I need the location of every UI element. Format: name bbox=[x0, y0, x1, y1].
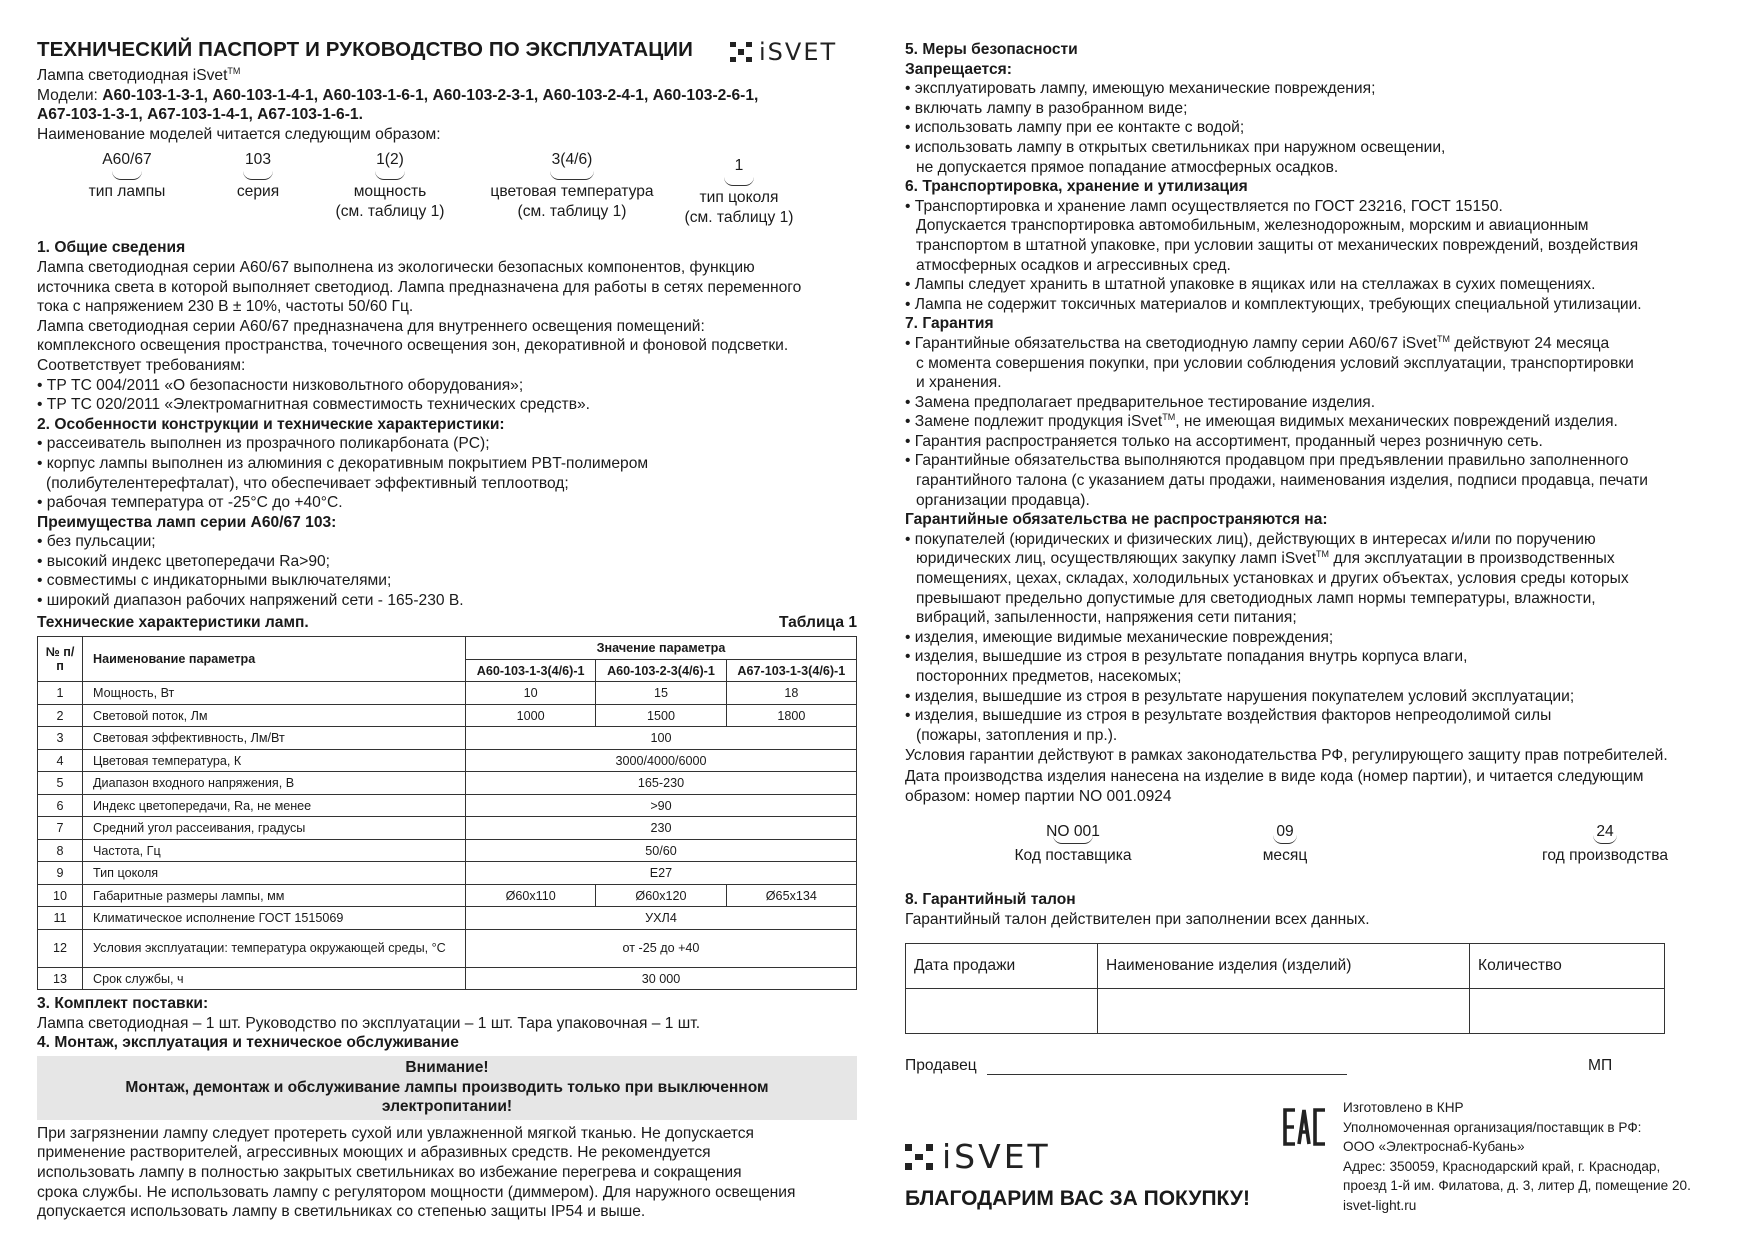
naming-intro: Наименование моделей читается следующим образом: bbox=[37, 125, 441, 143]
s7-line: организации продавца). bbox=[916, 491, 1090, 509]
s5-subtitle: Запрещается: bbox=[905, 60, 1012, 78]
website-link[interactable]: isvet-light.ru bbox=[1343, 1197, 1417, 1213]
isvet-logo-footer bbox=[905, 1137, 1051, 1176]
s2-line: • рабочая температура от -25°С до +40°С. bbox=[37, 494, 343, 512]
stamp-place-label: МП bbox=[1588, 1057, 1613, 1075]
table-row: 6 Индекс цветопередачи, Ra, не менее >90 bbox=[38, 794, 857, 817]
s3-text: Лампа светодиодная – 1 шт. Руководство по эксплуатации – 1 шт. Тара упаковочная – 1 шт. bbox=[37, 1014, 701, 1032]
exclusion-line: юридических лиц, осуществляющих закупку ламп iSvet™ для эксплуатации в производственных bbox=[916, 549, 1615, 568]
advantage-item: • широкий диапазон рабочих напряжений сети - 165-230 В. bbox=[37, 592, 464, 610]
advantage-item: • высокий индекс цветопередачи Ra>90; bbox=[37, 552, 330, 570]
isvet-logo bbox=[730, 40, 837, 64]
table-caption: Технические характеристики ламп. bbox=[37, 613, 309, 631]
table-row: 9 Тип цоколя E27 bbox=[38, 862, 857, 885]
lot-part: 24 год производства bbox=[1541, 823, 1668, 864]
section-6-title: 6. Транспортировка, хранение и утилизация bbox=[905, 178, 1248, 196]
product-name: Лампа светодиодная iSvet™ bbox=[37, 65, 241, 84]
header-model: А67-103-1-3(4/6)-1 bbox=[726, 659, 856, 682]
eac-mark-icon bbox=[1283, 1108, 1327, 1151]
maker-line: Уполномоченная организация/поставщик в РФ: bbox=[1343, 1119, 1642, 1135]
s5-line: • использовать лампу при ее контакте с водой; bbox=[905, 119, 1245, 137]
header-num: № п/п bbox=[38, 637, 83, 682]
coupon-header-qty: Количество bbox=[1470, 944, 1665, 989]
coupon-date-cell[interactable] bbox=[906, 989, 1098, 1034]
title-row bbox=[37, 36, 857, 66]
s6-line: • Лампа не содержит токсичных материалов и комплектующих, требующих специальной утилизации. bbox=[905, 295, 1642, 313]
s1-line: Лампа светодиодная серии А60/67 предназначена для внутреннего освещения помещений: bbox=[37, 317, 705, 335]
law-note: Условия гарантии действуют в рамках законодательства РФ, регулирующего защиту прав потребителей. bbox=[905, 747, 1668, 765]
footer bbox=[905, 1098, 1725, 1218]
s6-line: Допускается транспортировка автомобильным, железнодорожным, морским и авиационным bbox=[916, 217, 1589, 235]
seller-label: Продавец bbox=[905, 1057, 977, 1075]
exclusion-line: посторонних предметов, насекомых; bbox=[916, 668, 1182, 685]
coupon-item-cell[interactable] bbox=[1098, 989, 1470, 1034]
table-row: 3 Световая эффективность, Лм/Вт 100 bbox=[38, 727, 857, 750]
s6-line: транспортом в штатной упаковке, при условии защиты от механических повреждений, воздействия bbox=[916, 236, 1639, 254]
exclusion-line: • изделия, вышедшие из строя в результате нарушения покупателем условий эксплуатации; bbox=[905, 687, 1575, 705]
s5-line: • использовать лампу в открытых светильниках при наружном освещении, bbox=[905, 138, 1446, 156]
section-7-title: 7. Гарантия bbox=[905, 315, 994, 333]
s6-line: атмосферных осадков и агрессивных сред. bbox=[916, 256, 1231, 274]
naming-part: 103 серия bbox=[236, 151, 280, 200]
s7-line: • Замене подлежит продукция iSvet™, не имеющая видимых механических повреждений изделия. bbox=[905, 412, 1618, 431]
naming-part: 1(2) мощность (см. таблицу 1) bbox=[335, 151, 445, 220]
coupon-qty-cell[interactable] bbox=[1470, 989, 1665, 1034]
s1-line: • ТР ТС 004/2011 «О безопасности низковольтного оборудования»; bbox=[37, 376, 524, 394]
s1-line: • ТР ТС 020/2011 «Электромагнитная совместимость технических средств». bbox=[37, 396, 590, 414]
models-line-1: Модели: А60-103-1-3-1, А60-103-1-4-1, А60-103-1-6-1, А60-103-2-3-1, А60-103-2-4-1, А60-103-2-6-1, bbox=[37, 86, 759, 104]
warning-box: Внимание! Монтаж, демонтаж и обслуживание лампы производить только при выключенном электропитании! bbox=[37, 1056, 857, 1120]
header-model: А60-103-1-3(4/6)-1 bbox=[466, 659, 596, 682]
table-label: Таблица 1 bbox=[779, 613, 857, 631]
s7-line: • Гарантия распространяется только на ассортимент, проданный через розничную сеть. bbox=[905, 432, 1543, 450]
thanks-message: БЛАГОДАРИМ ВАС ЗА ПОКУПКУ! bbox=[905, 1187, 1250, 1210]
exclusion-line: помещениях, цехах, складах, холодильных установках и других объектах, условия среды которых bbox=[916, 570, 1629, 588]
exclusion-line: (пожары, затопления и пр.). bbox=[916, 726, 1118, 744]
section-4-title: 4. Монтаж, эксплуатация и техническое обслуживание bbox=[37, 1034, 459, 1052]
table-row: 7 Средний угол рассеивания, градусы 230 bbox=[38, 817, 857, 840]
lot-part: NO 001 Код поставщика bbox=[1014, 823, 1132, 864]
naming-part: 1 тип цоколя (см. таблицу 1) bbox=[684, 157, 794, 226]
coupon-note: Гарантийный талон действителен при заполнении всех данных. bbox=[905, 910, 1370, 928]
left-column bbox=[37, 36, 857, 1222]
right-column bbox=[905, 40, 1725, 1080]
table-caption-row bbox=[37, 613, 857, 633]
header-name: Наименование параметра bbox=[83, 637, 466, 682]
maker-line: Адрес: 350059, Краснодарский край, г. Краснодар, bbox=[1343, 1158, 1661, 1174]
table-row: 2 Световой поток, Лм 1000 1500 1800 bbox=[38, 704, 857, 727]
section-5-title: 5. Меры безопасности bbox=[905, 41, 1078, 58]
logo-text: iSVET bbox=[942, 1137, 1051, 1176]
section-1-title: 1. Общие сведения bbox=[37, 239, 186, 257]
s4-line: использовать лампу в полностью закрытых светильниках во избежание перегрева и сокращения bbox=[37, 1164, 742, 1181]
header-model: А60-103-2-3(4/6)-1 bbox=[596, 659, 726, 682]
s6-line: • Транспортировка и хранение ламп осуществляется по ГОСТ 23216, ГОСТ 15150. bbox=[905, 197, 1503, 215]
lot-part: 09 месяц bbox=[1262, 823, 1308, 864]
section-8-title: 8. Гарантийный талон bbox=[905, 891, 1076, 909]
s2-line: • корпус лампы выполнен из алюминия с декоративным покрытием PBT-полимером bbox=[37, 454, 649, 472]
warranty-coupon-table bbox=[905, 943, 1665, 1034]
table-row: 10 Габаритные размеры лампы, мм Ø60x110 Ø60x120 Ø65x134 bbox=[38, 884, 857, 907]
table-row: 8 Частота, Гц 50/60 bbox=[38, 839, 857, 862]
seller-row bbox=[905, 1056, 1725, 1080]
s4-line: При загрязнении лампу следует протереть сухой или увлажненной мягкой тканью. Не допускается bbox=[37, 1124, 754, 1142]
s2-line: • рассеиватель выполнен из прозрачного поликарбоната (PC); bbox=[37, 435, 490, 453]
s4-line: допускается использовать лампу в светильниках со степенью защиты IP54 и выше. bbox=[37, 1203, 646, 1221]
s1-line: тока с напряжением 230 В ± 10%, частоты 50/60 Гц. bbox=[37, 298, 414, 316]
maker-line: проезд 1-й им. Филатова, д. 3, литер Д, помещение 20. bbox=[1343, 1178, 1691, 1194]
logo-text: iSVET bbox=[759, 38, 838, 66]
exclusion-line: • изделия, вышедшие из строя в результате воздействия факторов непреодолимой силы bbox=[905, 707, 1552, 725]
naming-part: А60/67 тип лампы bbox=[88, 151, 166, 200]
s1-line: комплексного освещения пространства, точечного освещения зон, декоративной и фоновой подсветки. bbox=[37, 337, 789, 355]
exclusion-line: • изделия, имеющие видимые механические повреждения; bbox=[905, 628, 1334, 646]
maker-line: Изготовлено в КНР bbox=[1343, 1100, 1464, 1115]
advantage-item: • без пульсации; bbox=[37, 533, 156, 551]
coupon-header-item: Наименование изделия (изделий) bbox=[1098, 944, 1470, 989]
production-date-note: образом: номер партии NO 001.0924 bbox=[905, 787, 1172, 805]
s1-line: Лампа светодиодная серии А60/67 выполнена из экологически безопасных компонентов, функцию bbox=[37, 258, 755, 276]
s7-line: с момента совершения покупки, при условии соблюдения условий эксплуатации, транспортировки bbox=[916, 354, 1634, 372]
s2-line: (полибутелентерефталат), что обеспечивает эффективный теплоотвод; bbox=[46, 474, 569, 492]
s6-line: • Лампы следует хранить в штатной упаковке в ящиках или на стеллажах в сухих помещениях. bbox=[905, 276, 1596, 294]
s7-line: и хранения. bbox=[916, 374, 1002, 392]
maker-line: ООО «Электроснаб-Кубань» bbox=[1343, 1139, 1525, 1155]
s7-line: гарантийного талона (с указанием даты продажи, наименования изделия, подписи продавца, печати bbox=[916, 472, 1648, 490]
table-row: 13 Срок службы, ч 30 000 bbox=[38, 967, 857, 990]
s5-line: • эксплуатировать лампу, имеющую механические повреждения; bbox=[905, 80, 1376, 98]
section-2-title: 2. Особенности конструкции и технические характеристики: bbox=[37, 415, 505, 433]
s5-line: не допускается прямое попадание атмосферных осадков. bbox=[916, 158, 1339, 176]
s5-line: • включать лампу в разобранном виде; bbox=[905, 99, 1188, 117]
model-naming-decode bbox=[37, 150, 857, 238]
exclusion-line: • изделия, вышедшие из строя в результате попадания внутрь корпуса влаги, bbox=[905, 648, 1468, 666]
s4-line: срока службы. Не использовать лампу с регулятором мощности (диммером). Для наружного освещения bbox=[37, 1183, 796, 1201]
models-line-2: А67-103-1-3-1, А67-103-1-4-1, А67-103-1-6-1. bbox=[37, 106, 363, 124]
manufacturer-info bbox=[1343, 1098, 1691, 1216]
exclusion-line: превышают предельно допустимые для светодиодных ламп нормы температуры, влажности, bbox=[916, 589, 1596, 607]
header-value: Значение параметра bbox=[466, 637, 857, 660]
s7-line: • Гарантийные обязательства выполняются продавцом при предъявлении правильно заполненного bbox=[905, 452, 1629, 470]
naming-part: 3(4/6) цветовая температура (см. таблицу 1) bbox=[490, 151, 654, 220]
s7-line: • Гарантийные обязательства на светодиодную лампу серии А60/67 iSvet™ действуют 24 месяца bbox=[905, 333, 1610, 352]
lot-number-decode bbox=[905, 822, 1725, 874]
warranty-exclusions-title: Гарантийные обязательства не распространяются на: bbox=[905, 511, 1328, 529]
section-3-title: 3. Комплект поставки: bbox=[37, 995, 209, 1013]
document-title: ТЕХНИЧЕСКИЙ ПАСПОРТ И РУКОВОДСТВО ПО ЭКСПЛУАТАЦИИ bbox=[37, 38, 693, 61]
advantage-item: • совместимы с индикаторными выключателями; bbox=[37, 572, 392, 590]
s7-line: • Замена предполагает предварительное тестирование изделия. bbox=[905, 393, 1376, 411]
isvet-logo-mark-icon bbox=[905, 1144, 933, 1170]
isvet-logo-mark-icon bbox=[730, 42, 752, 62]
exclusion-line: вибраций, запыленности, напряжения сети питания; bbox=[916, 609, 1297, 627]
seller-signature-line[interactable] bbox=[987, 1074, 1347, 1075]
table-row: 1 Мощность, Вт 10 15 18 bbox=[38, 682, 857, 705]
table-row: 12 Условия эксплуатации: температура окружающей среды, °С от -25 до +40 bbox=[38, 929, 857, 967]
specs-table bbox=[37, 636, 857, 990]
s4-line: применение растворителей, агрессивных моющих и абразивных средств. Не рекомендуется bbox=[37, 1144, 711, 1162]
coupon-header-date: Дата продажи bbox=[906, 944, 1098, 989]
s1-line: Соответствует требованиям: bbox=[37, 356, 246, 374]
table-row: 11 Климатическое исполнение ГОСТ 1515069 УХЛ4 bbox=[38, 907, 857, 930]
table-row: 5 Диапазон входного напряжения, В 165-230 bbox=[38, 772, 857, 795]
advantages-title: Преимущества ламп серии А60/67 103: bbox=[37, 513, 337, 531]
production-date-note: Дата производства изделия нанесена на изделие в виде кода (номер партии), и читается следующим bbox=[905, 767, 1644, 785]
s1-line: источника света в которой выполняет светодиод. Лампа предназначена для работы в сетях переменного bbox=[37, 278, 802, 296]
exclusion-line: • покупателей (юридических и физических лиц), действующих в интересах и/или по поручению bbox=[905, 530, 1596, 548]
table-row: 4 Цветовая температура, К 3000/4000/6000 bbox=[38, 749, 857, 772]
